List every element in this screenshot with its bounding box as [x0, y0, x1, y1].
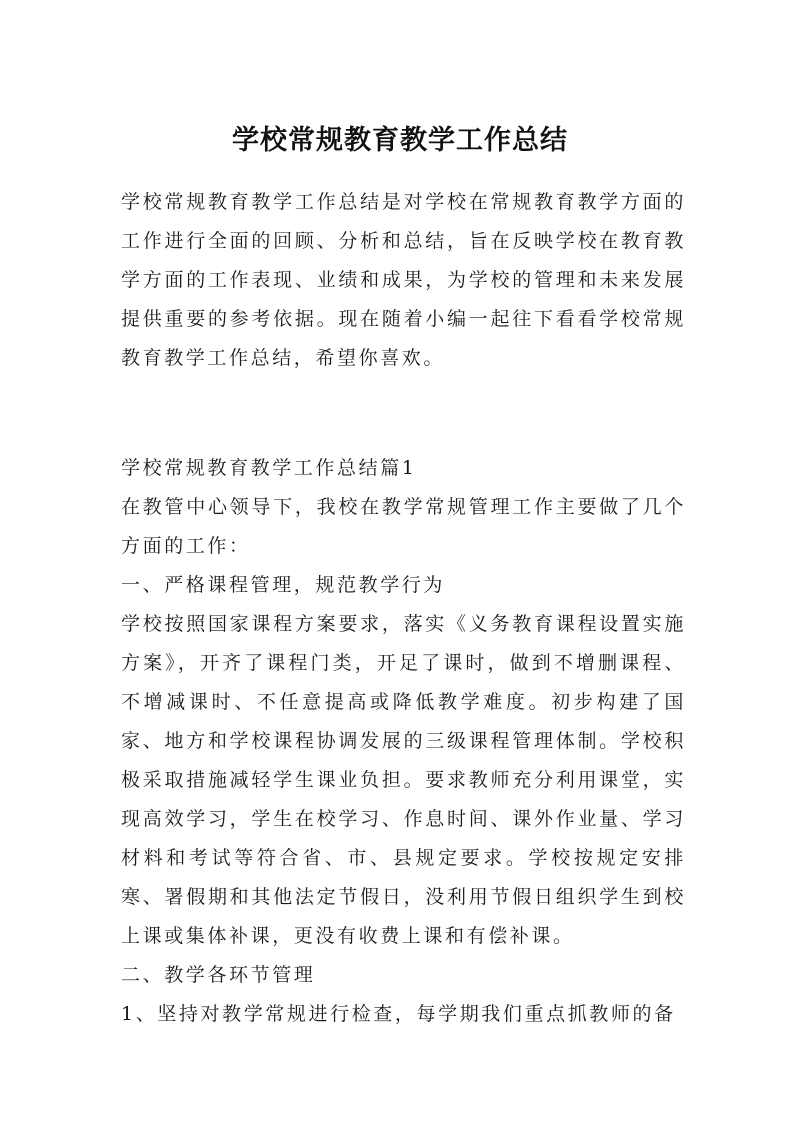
article-heading: 学校常规教育教学工作总结篇1 [121, 457, 417, 479]
paragraph-1: 在教管中心领导下，我校在教学常规管理工作主要做了几个方面的工作： [121, 496, 686, 557]
paragraph-2: 学校按照国家课程方案要求，落实《义务教育课程设置实施方案》，开齐了课程门类，开足了课时，做到不增删课程、不增减课时、不任意提高或降低教学难度。初步构建了国家、地方和学校课程协调发展的三级课程管理体制。学校积极采取措施减轻学生课业负担。要求教师充分利用课堂，实现高效学习，学生在校学习、作息时间、课外作业量、学习材料和考试等符合省、市、县规定要求。学校按规定安排寒、署假期和其他法定节假日，没利用节假日组织学生到校上课或集体补课，更没有收费上课和有偿补课。 [121, 613, 686, 947]
paragraph-3: 1、坚持对教学常规进行检查，每学期我们重点抓教师的备 [121, 1003, 676, 1025]
article-body [121, 449, 686, 1034]
intro-paragraph: 学校常规教育教学工作总结是对学校在常规教育教学方面的工作进行全面的回顾、分析和总结，旨在反映学校在教育教学方面的工作表现、业绩和成果，为学校的管理和未来发展提供重要的参考依据。现在随着小编一起往下看看学校常规教育教学工作总结，希望你喜欢。 [121, 191, 686, 369]
section-1-title: 一、严格课程管理，规范教学行为 [121, 574, 446, 596]
section-2-title: 二、教学各环节管理 [121, 964, 316, 986]
document-title: 学校常规教育教学工作总结 [232, 125, 568, 157]
